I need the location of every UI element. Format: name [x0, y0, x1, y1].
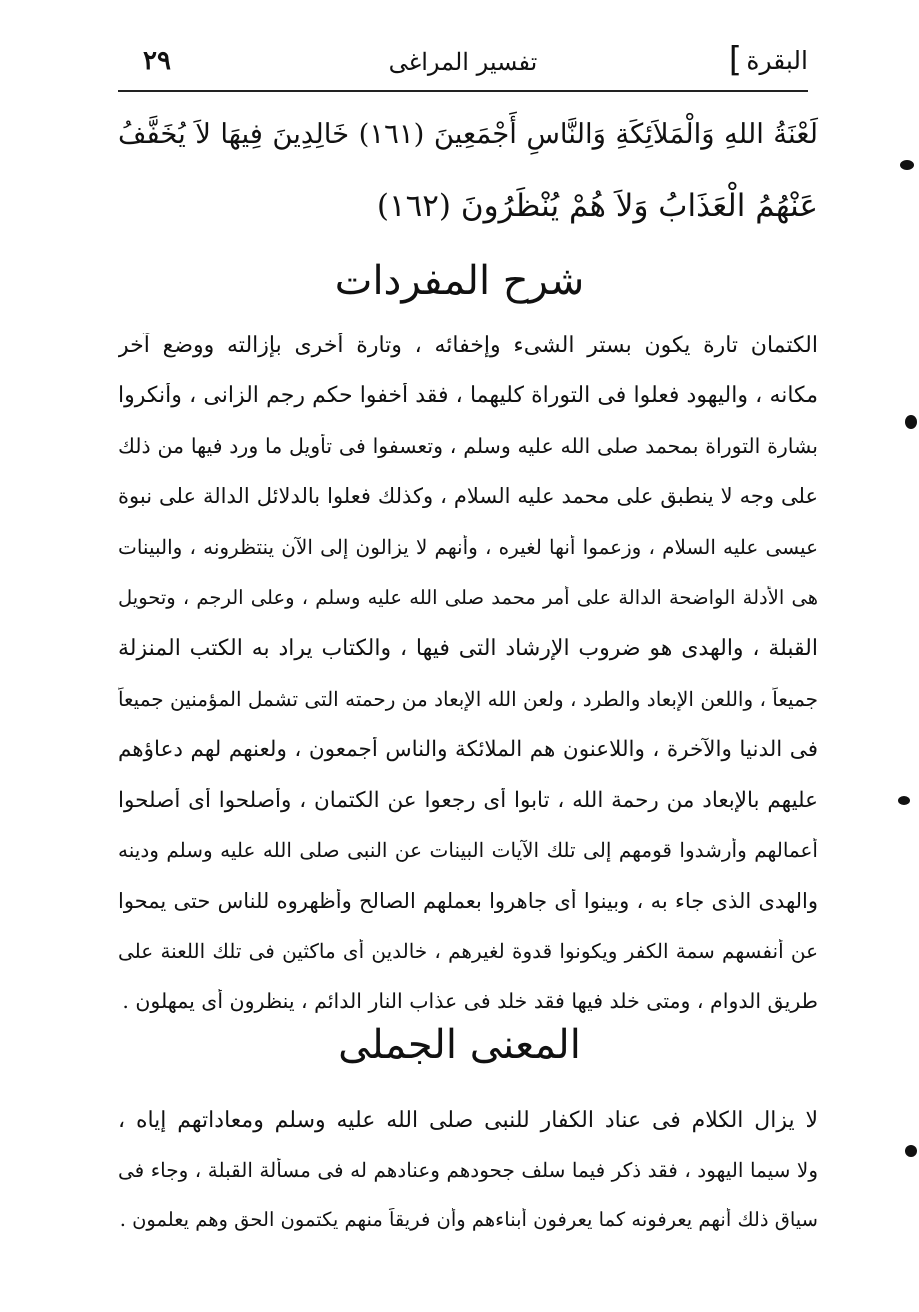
body-line: مكانه ، واليهود فعلوا فى التوراة كليهما ، فقد أخفوا حكم رجم الزانى ، وأنكروا [118, 383, 818, 408]
body-line: على وجه لا ينطبق على محمد عليه السلام ، وكذلك فعلوا بالدلائل الدالة على نبوة [118, 484, 818, 508]
surah-name: البقرة [746, 46, 808, 75]
body-line: أعمالهم وأرشدوا قومهم إلى تلك الآيات البينات عن النبى صلى الله عليه وسلم ودينه [118, 838, 818, 862]
header-rule [118, 90, 808, 92]
section-heading: المعنى الجملى [338, 1022, 581, 1068]
quran-verse-line: عَنْهُمُ الْعَذَابُ وَلاَ هُمْ يُنْظَرُونَ (١٦٢) [376, 188, 818, 224]
body-line: لا يزال الكلام فى عناد الكفار للنبى صلى الله عليه وسلم ومعاداتهم إياه ، [118, 1108, 818, 1133]
header-bracket: ] [728, 40, 742, 80]
body-line: الكتمان تارة يكون بستر الشىء وإخفائه ، وتارة أخرى بإزالته ووضع آخر [118, 333, 818, 358]
scan-speck [905, 415, 917, 429]
body-line: طريق الدوام ، ومتى خلد فيها فقد خلد فى عذاب النار الدائم ، ينظرون أى يمهلون . [122, 989, 818, 1013]
book-title: تفسير المراغى [388, 48, 538, 76]
body-line: جميعاً ، واللعن الإبعاد والطرد ، ولعن الله الإبعاد من رحمته التى تشمل المؤمنين جميعاً [118, 687, 818, 711]
page-number: ٢٩ [143, 46, 171, 76]
running-header [118, 40, 808, 90]
body-line: هى الأدلة الواضحة الدالة على أمر محمد صلى الله عليه وسلم ، وعلى الرجم ، وتحويل [118, 586, 818, 609]
scan-speck [905, 1145, 917, 1157]
body-line: فى الدنيا والآخرة ، واللاعنون هم الملائكة والناس أجمعون ، ولعنهم لهم دعاؤهم [118, 737, 818, 762]
body-line: القبلة ، والهدى هو ضروب الإرشاد التى فيها ، والكتاب يراد به الكتب المنزلة [118, 636, 818, 661]
body-line: ولا سيما اليهود ، فقد ذكر فيما سلف جحودهم وعنادهم له فى مسألة القبلة ، وجاء فى [118, 1158, 818, 1182]
section-heading: شرح المفردات [334, 258, 585, 304]
scan-speck [898, 796, 910, 805]
body-line: بشارة التوراة بمحمد صلى الله عليه وسلم ، وتعسفوا فى تأويل ما ورد فيها من ذلك [118, 434, 818, 458]
body-line: عيسى عليه السلام ، وزعموا أنها لغيره ، وأنهم لا يزالون إلى الآن ينتظرونه ، والبينات [118, 535, 818, 559]
scan-speck [900, 160, 914, 170]
quran-verse-line: لَعْنَةُ اللهِ وَالْمَلاَئِكَةِ وَالنَّاسِ أَجْمَعِينَ (١٦١) خَالِدِينَ فِيهَا لاَ يُخَفَّفُ [118, 118, 818, 150]
body-line: والهدى الذى جاء به ، وبينوا أى جاهروا بعملهم الصالح وأظهروه للناس حتى يمحوا [118, 889, 818, 913]
body-line: سياق ذلك أنهم يعرفونه كما يعرفون أبناءهم وأن فريقاً منهم يكتمون الحق وهم يعلمون . [119, 1208, 818, 1231]
body-line: عن أنفسهم سمة الكفر ويكونوا قدوة لغيرهم ، خالدين أى ماكثين فى تلك اللعنة على [118, 939, 818, 963]
body-line: عليهم بالإبعاد من رحمة الله ، تابوا أى رجعوا عن الكتمان ، وأصلحوا أى أصلحوا [118, 788, 818, 813]
